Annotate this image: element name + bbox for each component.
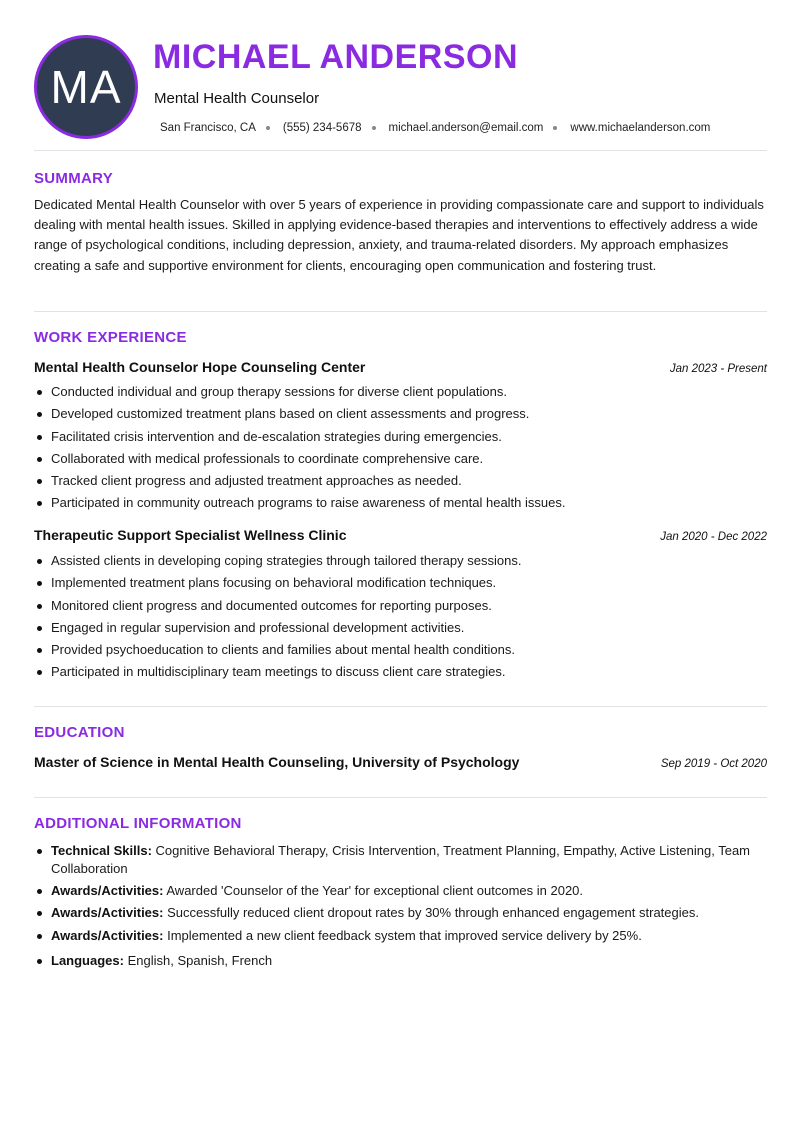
contact-phone: (555) 234-5678 [282, 122, 362, 134]
list-item: Engaged in regular supervision and professional development activities. [34, 619, 767, 637]
job-date: Jan 2023 - Present [669, 363, 767, 375]
education-entry [34, 753, 767, 773]
education-degree: Master of Science in Mental Health Counseling, University of Psychology [34, 754, 520, 770]
divider [34, 797, 767, 798]
contact-location: San Francisco, CA [160, 122, 256, 134]
contact-bar [160, 120, 710, 136]
list-item: Developed customized treatment plans based on client assessments and progress. [34, 405, 767, 423]
contact-website[interactable]: www.michaelanderson.com [570, 122, 711, 134]
job-role: Therapeutic Support Specialist Wellness Clinic [34, 527, 347, 543]
job-header [34, 526, 767, 546]
list-item [34, 952, 767, 970]
summary-heading: SUMMARY [34, 170, 114, 187]
item-text: English, Spanish, French [127, 952, 273, 968]
list-item: Assisted clients in developing coping strategies through tailored therapy sessions. [34, 552, 767, 570]
separator-dot-icon [553, 126, 557, 130]
list-item: Participated in multidisciplinary team meetings to discuss client care strategies. [34, 663, 767, 681]
job-bullet-list [34, 552, 767, 686]
divider [34, 150, 767, 151]
avatar-initials: MA [50, 61, 122, 113]
candidate-name: MICHAEL ANDERSON [153, 38, 519, 76]
list-item [34, 842, 767, 878]
separator-dot-icon [266, 126, 270, 130]
item-text: Awarded 'Counselor of the Year' for exceptional client outcomes in 2020. [166, 883, 584, 899]
divider [34, 311, 767, 312]
list-item: Monitored client progress and documented outcomes for reporting purposes. [34, 597, 767, 615]
job-header [34, 358, 767, 378]
list-item: Provided psychoeducation to clients and families about mental health conditions. [34, 641, 767, 659]
item-label: Awards/Activities: [51, 905, 164, 921]
item-label: Awards/Activities: [51, 927, 164, 943]
job-role: Mental Health Counselor Hope Counseling Center [34, 359, 366, 375]
additional-list [34, 842, 767, 974]
education-date: Sep 2019 - Oct 2020 [660, 758, 767, 770]
job-date: Jan 2020 - Dec 2022 [660, 531, 767, 543]
job-bullet-list [34, 383, 767, 517]
item-label: Languages: [51, 952, 124, 968]
list-item [34, 882, 767, 900]
list-item: Conducted individual and group therapy sessions for diverse client populations. [34, 383, 767, 401]
summary-text: Dedicated Mental Health Counselor with over 5 years of experience in providing compassionate care and support to individuals dealing with mental health issues. Skilled in applying evidence-based therapies and interventions to effectively address a wide range of psychological conditions, including depression, anxiety, and trauma-related disorders. My approach emphasizes creating a safe and supportive environment for clients, encouraging open communication and fostering trust. [34, 197, 764, 273]
experience-heading: WORK EXPERIENCE [34, 329, 187, 346]
education-heading: EDUCATION [34, 724, 125, 741]
list-item: Collaborated with medical professionals to coordinate comprehensive care. [34, 450, 767, 468]
item-label: Awards/Activities: [51, 883, 164, 899]
contact-email[interactable]: michael.anderson@email.com [388, 122, 544, 134]
list-item: Implemented treatment plans focusing on behavioral modification techniques. [34, 574, 767, 592]
additional-heading: ADDITIONAL INFORMATION [34, 815, 242, 832]
item-text: Implemented a new client feedback system that improved service delivery by 25%. [167, 927, 642, 943]
list-item [34, 904, 767, 922]
list-item: Participated in community outreach programs to raise awareness of mental health issues. [34, 494, 767, 512]
list-item: Tracked client progress and adjusted treatment approaches as needed. [34, 472, 767, 490]
separator-dot-icon [372, 126, 376, 130]
candidate-title: Mental Health Counselor [154, 90, 320, 107]
divider [34, 706, 767, 707]
avatar [34, 35, 138, 139]
list-item: Facilitated crisis intervention and de-escalation strategies during emergencies. [34, 428, 767, 446]
list-item [34, 927, 767, 945]
item-text: Successfully reduced client dropout rates by 30% through enhanced engagement strategies. [167, 905, 699, 921]
item-text: Cognitive Behavioral Therapy, Crisis Intervention, Treatment Planning, Empathy, Active Listening, Team Collaboration [51, 843, 750, 876]
item-label: Technical Skills: [51, 843, 152, 858]
